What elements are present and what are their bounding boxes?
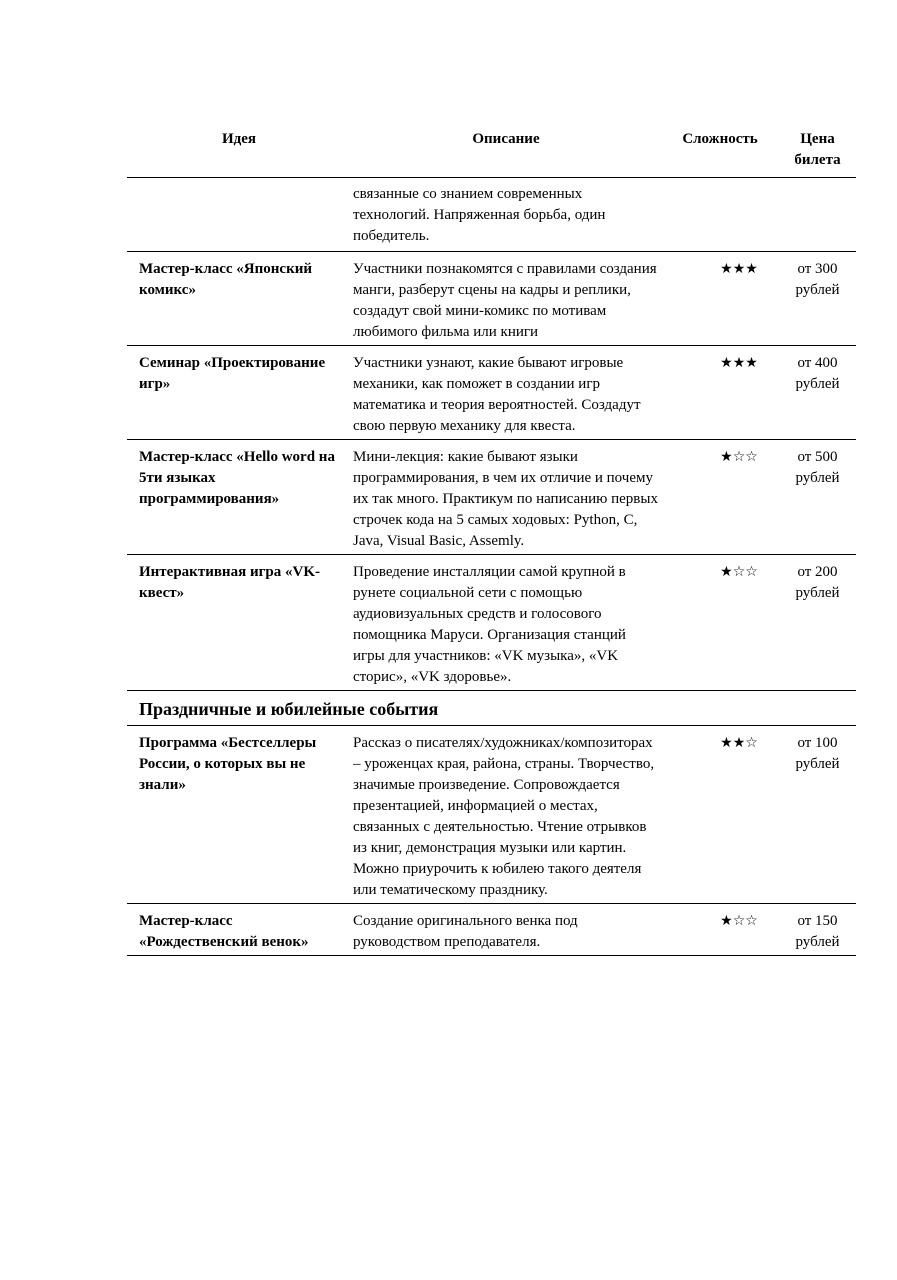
table-header-row [127, 128, 856, 178]
cell-description: Участники узнают, какие бывают игровые механики, как поможет в создании игр математика и теория вероятностей. Создадут свою первую механику для квеста. [351, 346, 661, 440]
events-table [127, 128, 856, 956]
header-difficulty: Сложность [661, 128, 779, 178]
difficulty-stars: ★☆☆ [661, 904, 779, 956]
table-row [127, 555, 856, 691]
table-row [127, 440, 856, 555]
cell-price: от 100 рублей [779, 726, 856, 904]
header-price: Цена билета [779, 128, 856, 178]
cell-idea [127, 178, 351, 252]
cell-idea: Мастер-класс «Рождественский венок» [127, 904, 351, 956]
cell-description: Рассказ о писателях/художниках/композиторах – уроженцах края, района, страны. Творчество, значимые произведение. Сопровождается презентацией, информацией о местах, связанных с деятельностью. Чтение отрывков из книг, демонстрация музыки или картин. Можно приурочить к юбилею такого деятеля или тематическому празднику. [351, 726, 661, 904]
difficulty-stars: ★☆☆ [661, 440, 779, 555]
header-idea: Идея [127, 128, 351, 178]
document-page [127, 128, 856, 956]
cell-idea: Семинар «Проектирование игр» [127, 346, 351, 440]
cell-price: от 400 рублей [779, 346, 856, 440]
cell-price: от 500 рублей [779, 440, 856, 555]
cell-idea: Интерактивная игра «VK-квест» [127, 555, 351, 691]
cell-description: Мини-лекция: какие бывают языки программирования, в чем их отличие и почему их так много. Практикум по написанию первых строчек кода на 5 самых ходовых: Python, C, Java, Visual Basic, Assemly. [351, 440, 661, 555]
difficulty-stars: ★★☆ [661, 726, 779, 904]
cell-idea: Мастер-класс «Hello word на 5ти языках программирования» [127, 440, 351, 555]
table-row [127, 726, 856, 904]
cell-price: от 300 рублей [779, 252, 856, 346]
cell-price [779, 178, 856, 252]
cell-description: Проведение инсталляции самой крупной в рунете социальной сети с помощью аудиовизуальных средств и голосового помощника Маруси. Организация станций игры для участников: «VK музыка», «VK сторис», «VK здоровье». [351, 555, 661, 691]
section-title: Праздничные и юбилейные события [127, 691, 856, 726]
difficulty-stars: ★★★ [661, 346, 779, 440]
cell-price: от 150 рублей [779, 904, 856, 956]
cell-description: связанные со знанием современных технологий. Напряженная борьба, один победитель. [351, 178, 661, 252]
cell-difficulty [661, 178, 779, 252]
cell-idea: Программа «Бестселлеры России, о которых вы не знали» [127, 726, 351, 904]
table-row [127, 252, 856, 346]
section-row [127, 691, 856, 726]
cell-description: Участники познакомятся с правилами создания манги, разберут сцены на кадры и реплики, создадут свой мини-комикс по мотивам любимого фильма или книги [351, 252, 661, 346]
table-row [127, 346, 856, 440]
header-description: Описание [351, 128, 661, 178]
cell-idea: Мастер-класс «Японский комикс» [127, 252, 351, 346]
cell-price: от 200 рублей [779, 555, 856, 691]
difficulty-stars: ★★★ [661, 252, 779, 346]
table-row-continuation [127, 178, 856, 252]
difficulty-stars: ★☆☆ [661, 555, 779, 691]
table-row [127, 904, 856, 956]
cell-description: Создание оригинального венка под руководством преподавателя. [351, 904, 661, 956]
